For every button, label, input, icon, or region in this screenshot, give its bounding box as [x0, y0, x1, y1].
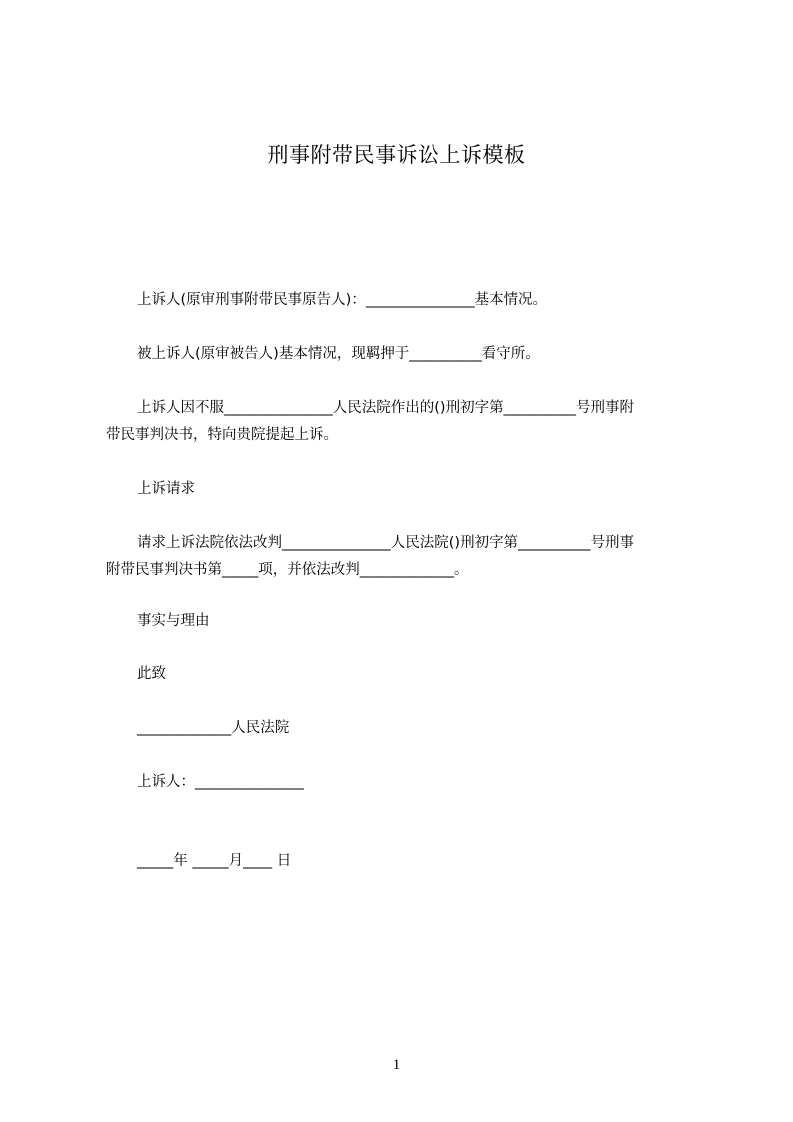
page-number: 1 [392, 1057, 401, 1073]
appeal-intro-line-2: 带民事判决书，特向贵院提起上诉。 [106, 427, 338, 443]
document-title: 刑事附带民事诉讼上诉模板 [267, 143, 526, 167]
facts-heading: 事实与理由 [137, 613, 210, 629]
appellee-info: 被上诉人(原审被告人)基本情况，现羁押于__________看守所。 [137, 346, 540, 362]
appellant-signature: 上诉人：_______________ [137, 774, 304, 790]
closing-salutation: 此致 [137, 666, 166, 682]
request-heading: 上诉请求 [137, 481, 195, 497]
request-line-2: 附带民事判决书第_____项，并依法改判_____________。 [106, 562, 469, 578]
date-line: _____年 _____月____ 日 [137, 853, 292, 869]
request-line-1: 请求上诉法院依法改判_______________人民法院()刑初字第__________号刑事 [137, 535, 635, 551]
appellant-info: 上诉人(原审刑事附带民事原告人)：_______________基本情况。 [137, 292, 548, 308]
court-name: _____________人民法院 [137, 720, 290, 736]
appeal-intro-line-1: 上诉人因不服_______________人民法院作出的()刑初字第__________号刑事附 [137, 400, 635, 416]
